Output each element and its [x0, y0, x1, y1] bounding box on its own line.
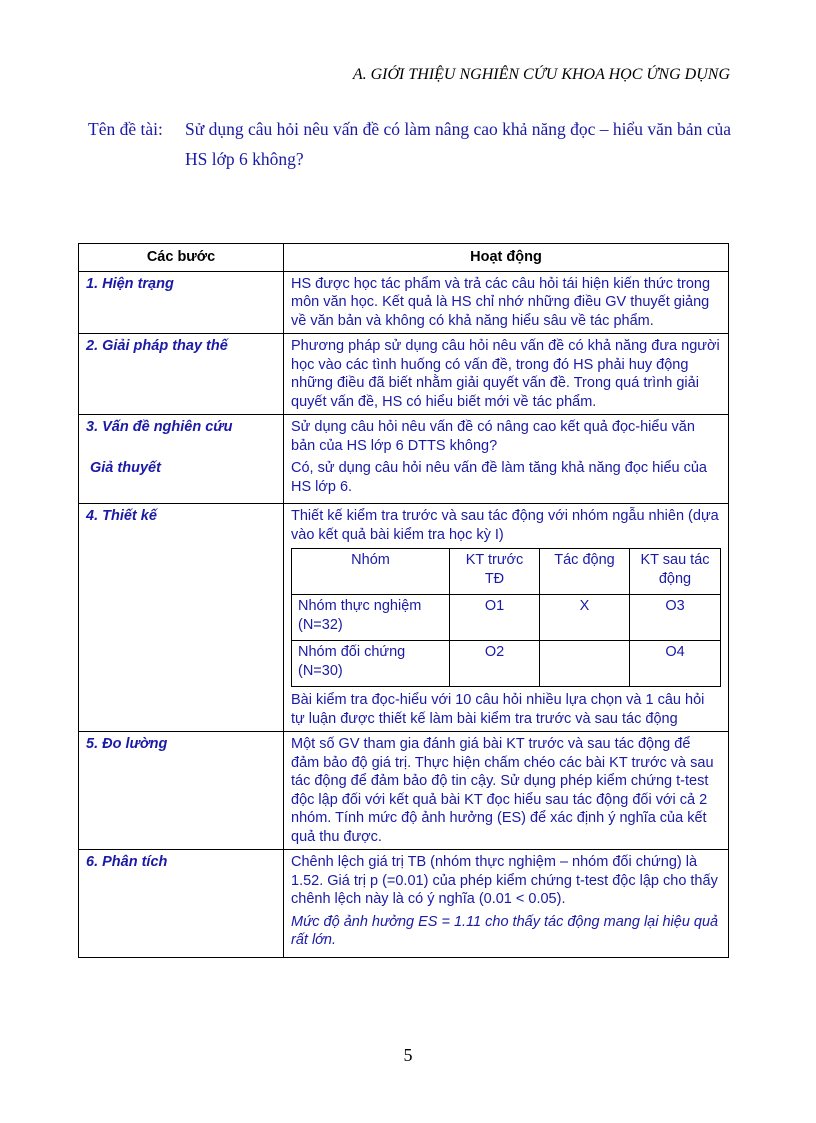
design-cell: Nhóm đối chứng (N=30) [292, 641, 450, 687]
table-row [79, 850, 729, 958]
activity-cell [284, 415, 729, 504]
design-cell: O4 [630, 641, 721, 687]
step-cell [79, 504, 284, 732]
activity-paragraph: Có, sử dụng câu hỏi nêu vấn đề làm tăng khả năng đọc hiểu của HS lớp 6. [291, 460, 707, 495]
activity-paragraph: Thiết kế kiểm tra trước và sau tác động với nhóm ngẫu nhiên (dựa vào kết quả bài kiểm tra học kỳ I) [291, 508, 719, 543]
activity-cell: HS được học tác phẩm và trả các câu hỏi tái hiện kiến thức trong môn văn học. Kết quả là HS chỉ nhớ những điều GV thuyết giảng về văn bản và không có khả năng hiểu sâu về tác phẩm. [284, 271, 729, 334]
table-row [79, 504, 729, 732]
step-label: 5. Đo lường [86, 736, 168, 752]
research-summary-table [78, 243, 729, 958]
activity-paragraph: Chênh lệch giá trị TB (nhóm thực nghiệm – nhóm đối chứng) là 1.52. Giá trị p (=0.01) của phép kiểm chứng t-test độc lập cho thấy chênh lệch này là có ý nghĩa (0.01 < 0.05). [291, 854, 718, 907]
design-row [292, 641, 721, 687]
column-header-activities: Hoạt động [284, 244, 729, 272]
step-cell [79, 850, 284, 958]
design-header-cell: KT trước TĐ [450, 549, 540, 595]
topic-label: Tên đề tài: [88, 119, 163, 139]
activity-cell: Một số GV tham gia đánh giá bài KT trước và sau tác động để đảm bảo độ giá trị. Thực hiện chấm chéo các bài KT trước và sau tác động để đảm bảo độ tin cậy. Sử dụng phép kiểm chứng t-test độc lập đối với kết quả bài KT đọc hiểu sau tác động đối với cả 2 nhóm. Tính mức độ ảnh hưởng (ES) để xác định ý nghĩa của kết quả thu được. [284, 732, 729, 850]
activity-paragraph: Mức độ ảnh hưởng ES = 1.11 cho thấy tác động mang lại hiệu quả rất lớn. [291, 913, 719, 948]
table-header-row [79, 244, 729, 272]
activity-cell [284, 504, 729, 732]
activity-paragraph: Sử dụng câu hỏi nêu vấn đề có nâng cao kết quả đọc-hiểu văn bản của HS lớp 6 DTTS không? [291, 419, 695, 454]
design-cell: Nhóm thực nghiệm (N=32) [292, 595, 450, 641]
design-cell: O2 [450, 641, 540, 687]
design-cell [540, 641, 630, 687]
design-row [292, 595, 721, 641]
page-header: A. GIỚI THIỆU NGHIÊN CỨU KHOA HỌC ỨNG DỤNG [352, 66, 730, 83]
page-number: 5 [403, 1045, 413, 1065]
design-cell: X [540, 595, 630, 641]
activity-paragraph: Bài kiểm tra đọc-hiểu với 10 câu hỏi nhiều lựa chọn và 1 câu hỏi tự luận được thiết kế làm bài kiểm tra trước và sau tác động [291, 692, 705, 727]
activity-cell: Phương pháp sử dụng câu hỏi nêu vấn đề có khả năng đưa người học vào các tình huống có vấn đề, trong đó HS phải huy động những điều đã biết nhằm giải quyết vấn đề. Trong quá trình giải quyết vấn đề, HS có hiểu biết mới về tác phẩm. [284, 334, 729, 415]
design-header-row [292, 549, 721, 595]
step-cell [79, 334, 284, 415]
step-label: 1. Hiện trạng [86, 275, 174, 292]
design-cell: O3 [630, 595, 721, 641]
design-table [291, 548, 721, 687]
table-row [79, 334, 729, 415]
step-label: 3. Vấn đề nghiên cứu [86, 419, 233, 435]
step-label: 6. Phân tích [86, 854, 168, 870]
design-header-cell: KT sau tác động [630, 549, 721, 595]
step-cell [79, 271, 284, 334]
step-cell [79, 732, 284, 850]
step-cell [79, 415, 284, 504]
design-header-cell: Tác động [540, 549, 630, 595]
table-row [79, 732, 729, 850]
design-header-cell: Nhóm [292, 549, 450, 595]
table-row [79, 271, 729, 334]
design-cell: O1 [450, 595, 540, 641]
step-label: 4. Thiết kế [86, 508, 157, 524]
table-row [79, 415, 729, 504]
column-header-steps: Các bước [79, 244, 284, 272]
step-sublabel: Giả thuyết [90, 459, 161, 476]
activity-cell [284, 850, 729, 958]
topic-title: Sử dụng câu hỏi nêu vấn đề có làm nâng cao khả năng đọc – hiểu văn bản của HS lớp 6 không? [185, 119, 731, 169]
step-label: 2. Giải pháp thay thế [86, 338, 228, 354]
